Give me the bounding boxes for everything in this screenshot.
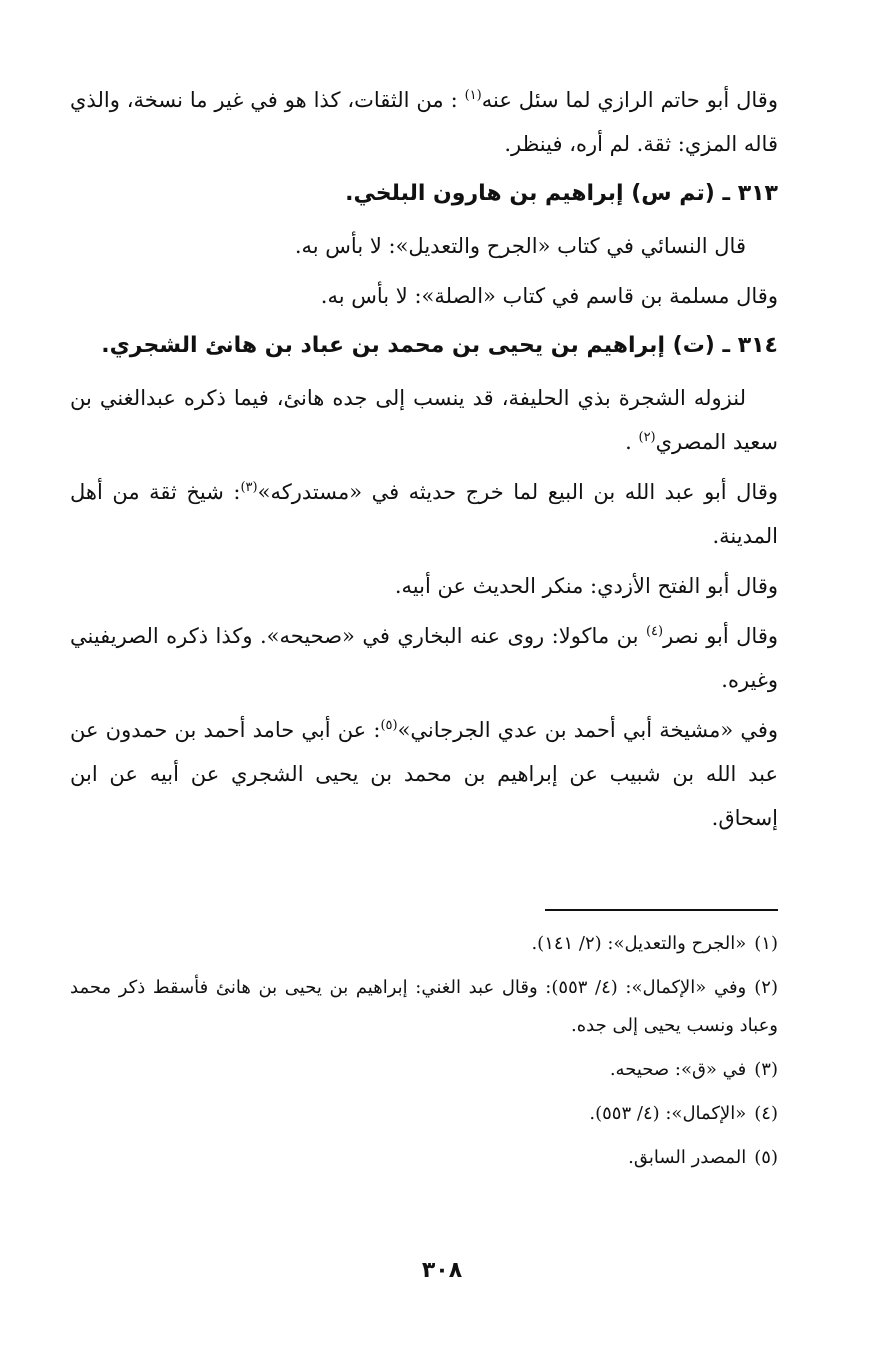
footnote-text: «الإكمال»: (٤/ ٥٥٣). — [589, 1103, 747, 1124]
paragraph-text: لنزوله الشجرة بذي الحليفة، قد ينسب إلى جده هانئ، فيما ذكره عبدالغني بن سعيد المصري — [70, 386, 778, 454]
footnote-text: في «ق»: صحيحه. — [609, 1059, 747, 1080]
footnote-ref: (٤) — [645, 624, 664, 639]
paragraph-text: : من الثقات، كذا هو في غير ما نسخة، والذي قاله المزي: ثقة. لم أره، فينظر. — [70, 88, 778, 156]
paragraph — [70, 224, 778, 268]
page-number: ٣٠٨ — [421, 1258, 463, 1283]
entry-heading: ٣١٤ ـ (ت) إبراهيم بن يحيى بن محمد بن عباد بن هانئ الشجري. — [101, 333, 778, 358]
footnote-ref: (١) — [464, 88, 482, 103]
footnote — [70, 969, 778, 1045]
paragraph-text: قال النسائي في كتاب «الجرح والتعديل»: لا بأس به. — [294, 234, 746, 258]
footnote-text: وفي «الإكمال»: (٤/ ٥٥٣): وقال عبد الغني: إبراهيم بن يحيى بن هانئ فأسقط ذكر محمد وعباد ونسب يحيى إلى جده. — [70, 977, 778, 1036]
footnote — [70, 925, 778, 963]
paragraph — [70, 376, 778, 464]
footnote-ref: (٥) — [380, 718, 398, 733]
footnote — [70, 1051, 778, 1089]
paragraph-text: وفي «مشيخة أبي أحمد بن عدي الجرجاني» — [397, 718, 779, 742]
footnote-number: (٣) — [754, 1059, 778, 1080]
paragraph-text: . — [625, 430, 639, 454]
paragraph — [70, 614, 778, 702]
paragraph-text: : عن أبي حامد أحمد بن حمدون عن عبد الله بن شبيب عن إبراهيم بن محمد بن يحيى الشجري عن أبيه عن ابن إسحاق. — [70, 718, 778, 830]
footnote-number: (٥) — [754, 1147, 778, 1168]
paragraph — [70, 564, 778, 608]
paragraph-text: وقال أبو عبد الله بن البيع لما خرج حديثه في «مستدركه» — [257, 480, 778, 504]
footnotes — [70, 925, 778, 1183]
footnote-number: (٤) — [754, 1103, 778, 1124]
footnote — [70, 1139, 778, 1177]
footnote-number: (٢) — [754, 977, 778, 998]
footnote-ref: (٢) — [638, 430, 656, 445]
footnote-separator — [545, 909, 778, 911]
paragraph-text: وقال أبو الفتح الأزدي: منكر الحديث عن أبيه. — [394, 574, 778, 598]
paragraph-text: وقال مسلمة بن قاسم في كتاب «الصلة»: لا بأس به. — [320, 284, 778, 308]
footnote-text: المصدر السابق. — [628, 1147, 747, 1168]
footnote-ref: (٣) — [240, 480, 258, 495]
paragraph-text: وقال أبو حاتم الرازي لما سئل عنه — [481, 88, 778, 112]
paragraph — [70, 78, 778, 166]
paragraph-text: : شيخ ثقة من أهل المدينة. — [70, 480, 778, 548]
paragraph-text: وقال أبو نصر — [663, 624, 779, 648]
footnote-number: (١) — [754, 933, 778, 954]
paragraph — [70, 708, 778, 840]
paragraph — [70, 470, 778, 558]
entry-heading: ٣١٣ ـ (تم س) إبراهيم بن هارون البلخي. — [345, 181, 778, 206]
paragraph-text: بن ماكولا: روى عنه البخاري في «صحيحه». وكذا ذكره الصريفيني وغيره. — [70, 624, 778, 692]
paragraph — [70, 274, 778, 318]
main-text — [70, 78, 778, 846]
footnote — [70, 1095, 778, 1133]
footnote-text: «الجرح والتعديل»: (٢/ ١٤١). — [531, 933, 747, 954]
